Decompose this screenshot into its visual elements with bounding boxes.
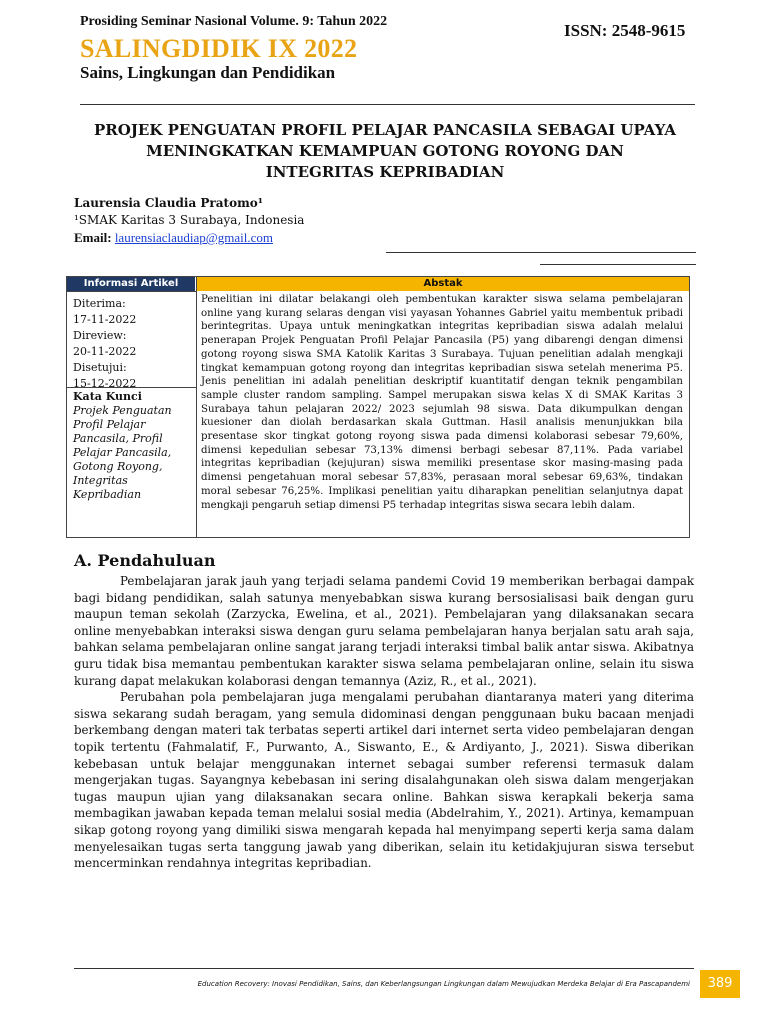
header-divider [80, 104, 695, 105]
divider-line-short [540, 264, 696, 265]
paragraph: Pembelajaran jarak jauh yang terjadi selama pandemi Covid 19 memberikan berbagai dampak bagi bidang pendidikan, salah satunya menyebabkan siswa kurang bersosialisasi baik dengan guru maupun teman sekolah (Zarzycka, Ewelina, et al., 2021). Pembelajaran yang dilaksanakan secara online menyebabkan interaksi siswa dengan guru selama pembelajaran hanya berjalan satu arah saja, bahkan selama pembelajaran online sangat jarang terjadi interaksi timbal balik antar siswa. Akibatnya guru tidak bisa memantau pembentukan karakter siswa selama pembelajaran online, selain itu siswa kurang dapat melakukan kolaborasi dengan temannya (Aziz, R., et al., 2021). [74, 574, 694, 688]
email-label: Email: [74, 230, 112, 245]
issn: ISSN: 2548-9615 [564, 21, 686, 40]
page-number: 389 [700, 970, 740, 998]
paper-title: PROJEK PENGUATAN PROFIL PELAJAR PANCASILA SEBAGAI UPAYA MENINGKATKAN KEMAMPUAN GOTONG ROYONG DAN INTEGRITAS KEPRIBADIAN [94, 121, 676, 181]
header-separator [67, 291, 196, 292]
author-name: Laurensia Claudia Pratomo¹ [74, 196, 264, 210]
approved-date: 15-12-2022 [73, 377, 137, 390]
abstract-text: Penelitian ini dilatar belakangi oleh pembentukan karakter siswa selama pembelajaran online yang kurang selaras dengan visi yayasan Yohannes Gabriel yaitu membentuk pribadi berintegritas. Upaya untuk meningkatkan integritas kepribadian siswa adalah melalui penerapan Projek Penguatan Profil Pelajar Pancasila (P5) yang dibarengi dengan dimensi gotong royong siswa SMA Katolik Karitas 3 Surabaya. Tujuan penelitian adalah mengkaji tingkat kemampuan gotong royong dan integritas kepribadian siswa setelah menerima P5. Jenis penelitian ini adalah penelitian deskriptif kuantitatif dengan teknik pengambilan sample cluster random sampling. Sampel merupakan siswa kelas X di SMAK Karitas 3 Surabaya tahun pelajaran 2022/ 2023 sejumlah 98 siswa. Data dikumpulkan dengan kuesioner dan diolah berdasarkan skala Guttman. Hasil analisis menunjukkan bila presentase skor tingkat gotong royong siswa pada dimensi kolaborasi sebesar 79,60%, dimensi kepedulian sebesar 73,13% dimensi berbagi sebesar 87,11%. Pada variabel integritas kepribadian (kejujuran) siswa memiliki presentase skor masing-masing pada dimensi pengetahuan moral sebesar 57,83%, perasaan moral sebesar 69,63%, tindakan moral sebesar 76,25%. Implikasi penelitian yaitu diharapkan penelitian selanjutnya dapat mengkaji pengaruh setiap dimensi P5 terhadap integritas siswa secara lebih dalam. [201, 294, 683, 511]
email-row [74, 230, 273, 246]
email-link[interactable]: laurensiaclaudiap@gmail.com [114, 230, 273, 245]
conference-name: SALINGDIDIK IX 2022 [80, 34, 358, 63]
paragraph: Perubahan pola pembelajaran juga mengalami perubahan diantaranya materi yang diterima siswa sekarang sudah beragam, yang semula didominasi dengan penggunaan buku bacaan menjadi berkembang dengan materi tak terbatas seperti artikel dari internet serta video pembelajaran dengan topik tertentu (Fahmalatif, F., Purwanto, A., Siswanto, E., & Ardiyanto, J., 2021). Siswa diberikan kebebasan untuk belajar menggunakan internet sebagai sumber referensi termasuk dalam mengerjakan tugas. Sayangnya kebebasan ini sering disalahgunakan oleh siswa dalam mengerjakan tugas maupun ujian yang dilaksanakan secara online. Bahkan siswa kerapkali bekerja sama membagikan jawaban kepada teman melalui sosial media (Abdelrahim, Y., 2021). Artinya, kemampuan sikap gotong royong yang dimiliki siswa mengarah kepada hal menyimpang seperti kerja sama dalam menyelesaikan tugas serta tanggung jawab yang diberikan, selain itu ketidakjujuran siswa tersebut mencerminkan rendahnya integritas kepribadian. [74, 690, 694, 871]
article-dates [73, 296, 136, 392]
reviewed-date: 20-11-2022 [73, 345, 137, 358]
keywords-label: Kata Kunci [73, 390, 142, 403]
conference-subtitle: Sains, Lingkungan dan Pendidikan [80, 63, 336, 82]
footer-text: Education Recovery: Inovasi Pendidikan, Sains, dan Keberlangsungan Lingkungan dalam Mewujudkan Merdeka Belajar di Era Pascapandemi [197, 980, 690, 988]
keywords-block [73, 390, 191, 502]
reviewed-label: Direview: [73, 329, 127, 342]
section-heading: A. Pendahuluan [74, 551, 216, 570]
column-separator [196, 277, 197, 537]
section-body [74, 573, 694, 872]
author-affiliation: ¹SMAK Karitas 3 Surabaya, Indonesia [74, 213, 305, 227]
proceedings-line: Prosiding Seminar Nasional Volume. 9: Tahun 2022 [80, 14, 388, 29]
approved-label: Disetujui: [73, 361, 127, 374]
abstract-header: Abstak [197, 277, 689, 291]
article-info-table [66, 276, 690, 538]
divider-line [386, 252, 696, 253]
info-header: Informasi Artikel [67, 277, 195, 291]
received-date: 17-11-2022 [73, 313, 137, 326]
received-label: Diterima: [73, 297, 126, 310]
footer-divider [74, 968, 694, 969]
keywords: Projek Penguatan Profil Pelajar Pancasila, Profil Pelajar Pancasila, Gotong Royong, Integritas Kepribadian [73, 404, 172, 501]
